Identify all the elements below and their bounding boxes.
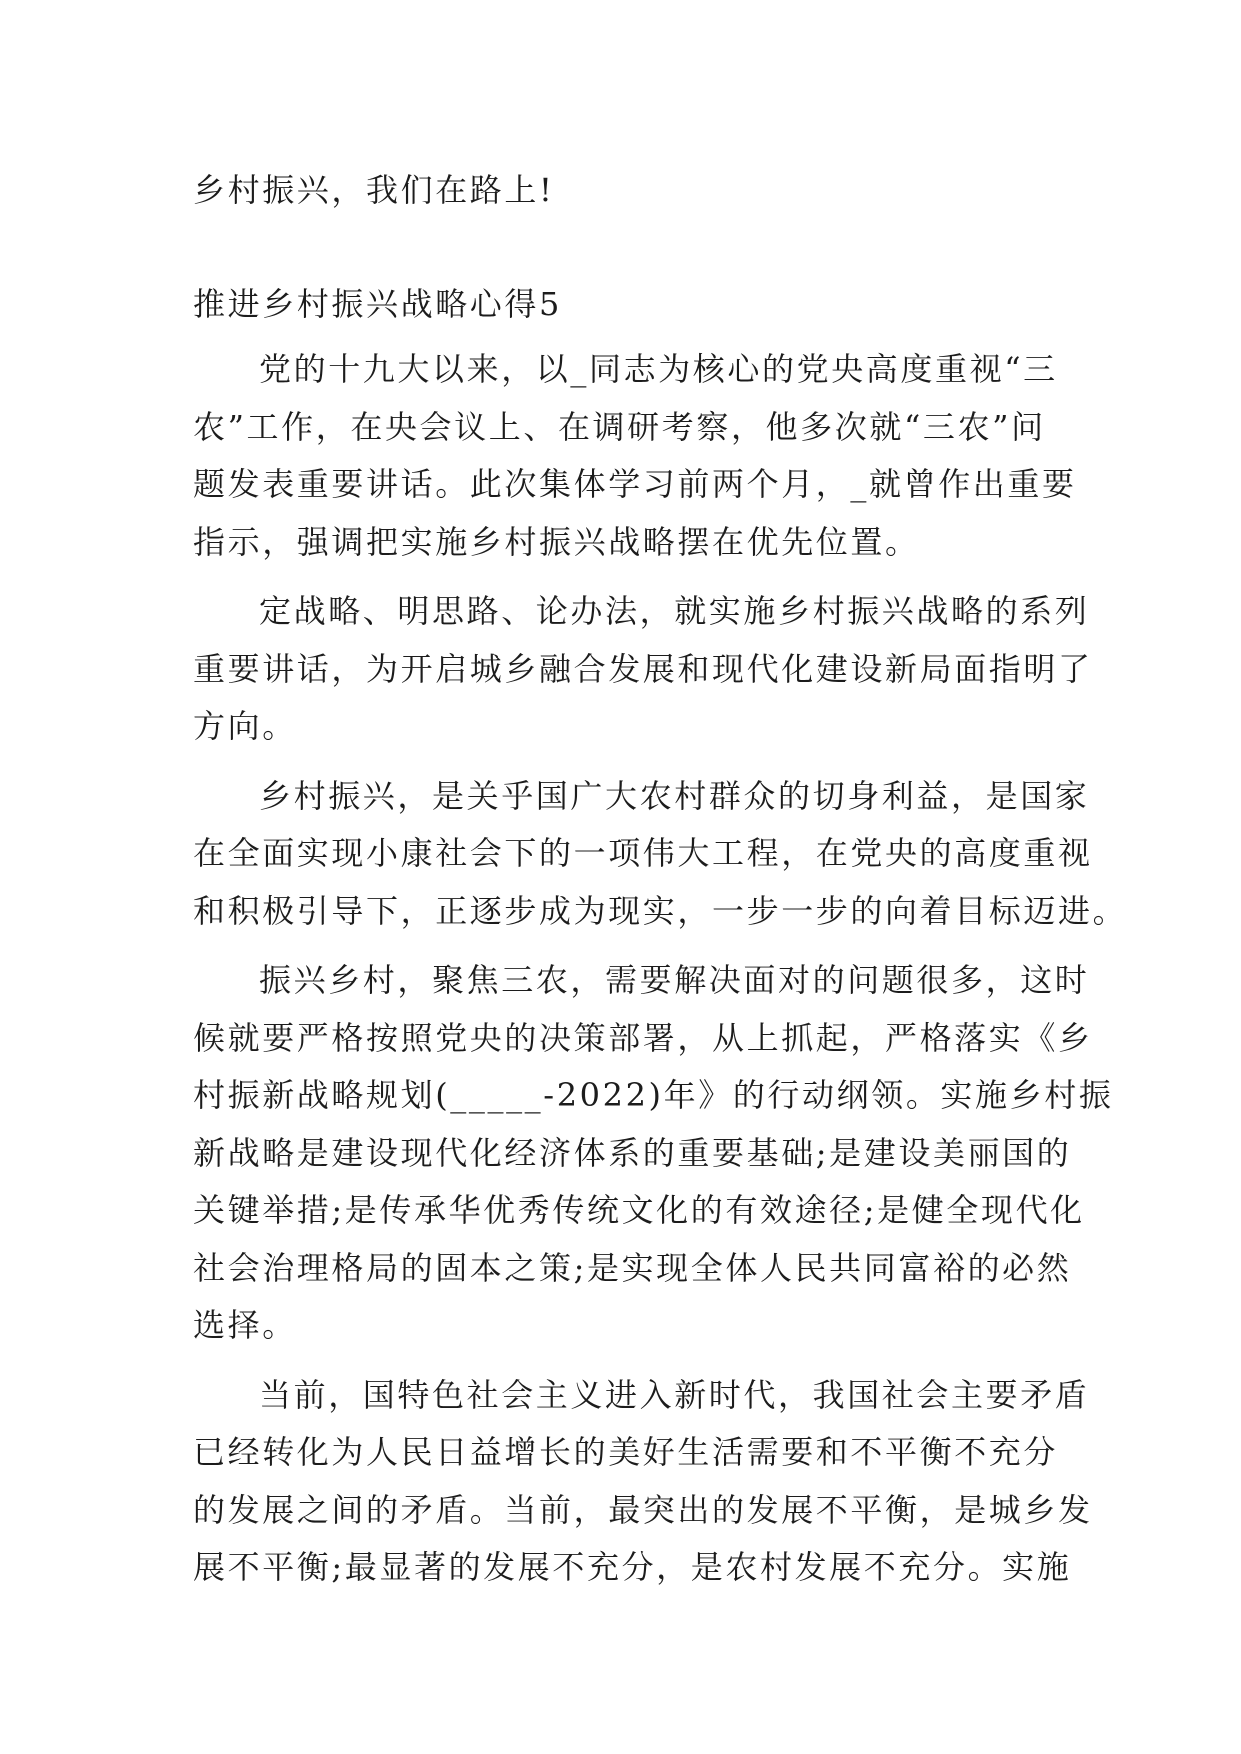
paragraph-line: 候就要严格按照党央的决策部署，从上抓起，严格落实《乡 xyxy=(193,1018,1093,1057)
paragraph-line: 村振新战略规划(_____-2022)年》的行动纲领。实施乡村振 xyxy=(193,1076,1114,1114)
paragraph-line: 社会治理格局的固本之策;是实现全体人民共同富裕的必然 xyxy=(193,1248,1072,1287)
paragraph-line: 关键举措;是传承华优秀传统文化的有效途径;是健全现代化 xyxy=(193,1191,1085,1229)
paragraph-3 xyxy=(193,768,1128,941)
paragraph-line: 农”工作，在央会议上、在调研考察，他多次就“三农”问 xyxy=(193,407,1046,446)
opening-line: 乡村振兴，我们在路上! xyxy=(193,171,555,209)
paragraph-4 xyxy=(193,952,1114,1355)
paragraph-line: 党的十九大以来，以_同志为核心的党央高度重视“三 xyxy=(259,350,1058,388)
paragraph-line: 方向。 xyxy=(193,707,297,745)
paragraph-line: 已经转化为人民日益增长的美好生活需要和不平衡不充分 xyxy=(193,1433,1059,1471)
paragraph-line: 选择。 xyxy=(193,1306,297,1344)
paragraph-line: 指示，强调把实施乡村振兴战略摆在优先位置。 xyxy=(193,522,920,561)
document-body xyxy=(193,162,1128,1609)
paragraph-line: 的发展之间的矛盾。当前，最突出的发展不平衡，是城乡发 xyxy=(193,1490,1093,1529)
paragraph-1 xyxy=(193,341,1077,571)
paragraph-2 xyxy=(193,583,1093,756)
paragraph-line: 振兴乡村，聚焦三农，需要解决面对的问题很多，这时 xyxy=(259,961,1090,999)
paragraph-line: 和积极引导下，正逐步成为现实，一步一步的向着目标迈进。 xyxy=(193,891,1128,930)
paragraph-line: 定战略、明思路、论办法，就实施乡村振兴战略的系列 xyxy=(259,592,1090,630)
paragraph-line: 重要讲话，为开启城乡融合发展和现代化建设新局面指明了 xyxy=(193,649,1093,688)
paragraph-line: 展不平衡;最显著的发展不充分，是农村发展不充分。实施 xyxy=(193,1548,1072,1586)
paragraph-line: 题发表重要讲话。此次集体学习前两个月，_就曾作出重要 xyxy=(193,465,1077,503)
paragraph-line: 新战略是建设现代化经济体系的重要基础;是建设美丽国的 xyxy=(193,1133,1072,1172)
paragraph-5 xyxy=(193,1367,1093,1597)
paragraph-line: 乡村振兴，是关乎国广大农村群众的切身利益，是国家 xyxy=(259,776,1090,815)
paragraph-line: 当前，国特色社会主义进入新时代，我国社会主要矛盾 xyxy=(259,1375,1090,1414)
section-heading: 推进乡村振兴战略心得5 xyxy=(193,284,562,323)
paragraph-line: 在全面实现小康社会下的一项伟大工程，在党央的高度重视 xyxy=(193,834,1093,872)
spacer xyxy=(193,220,1051,276)
